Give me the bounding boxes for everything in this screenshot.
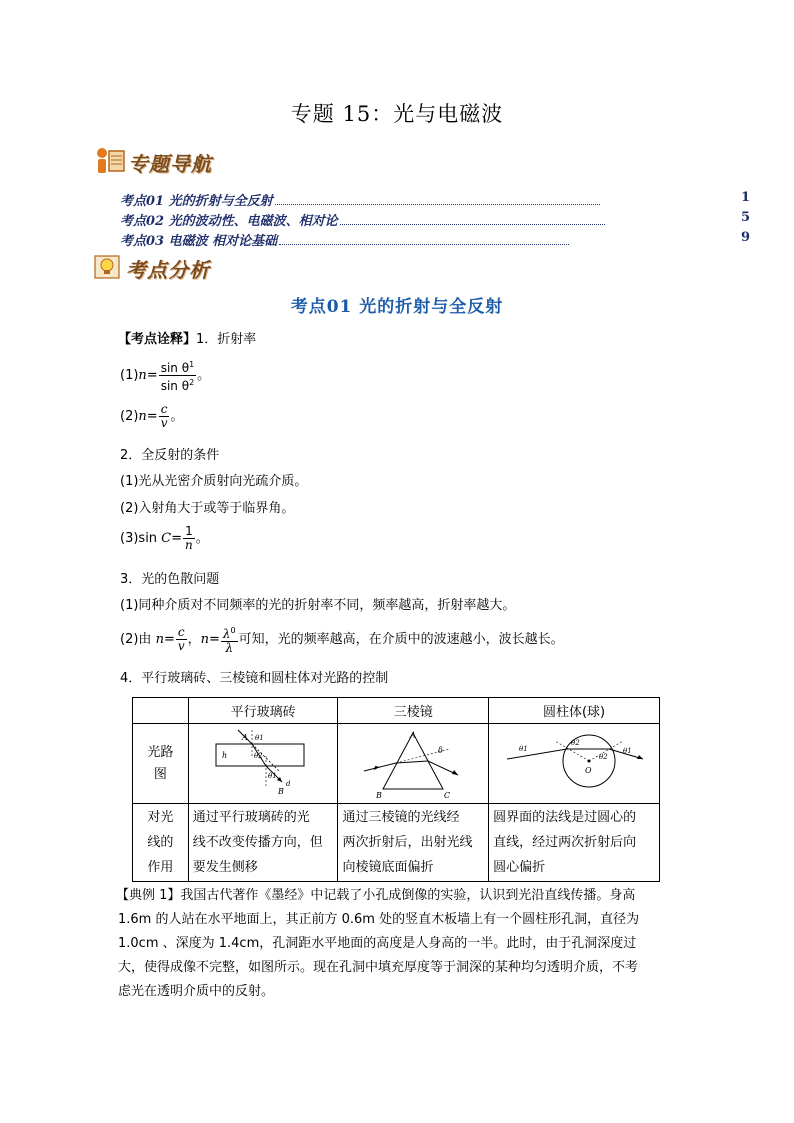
formula-eq: = xyxy=(146,409,158,424)
denominator: v xyxy=(160,416,168,430)
toc-label: 考点02 光的波动性、电磁波、相对论 xyxy=(120,214,338,229)
toc-leader xyxy=(279,234,569,245)
formula-var: C xyxy=(161,531,172,546)
row-label-line: 作用 xyxy=(147,860,174,875)
formula-var: n xyxy=(200,632,210,647)
prism-diagram xyxy=(358,727,468,801)
formula-prefix: (3)sin xyxy=(120,531,162,546)
formula-eq: = xyxy=(209,632,220,647)
toc-page-number: 5 xyxy=(740,210,750,225)
toc-leader xyxy=(340,214,605,225)
item3-line-1: (1)同种介质对不同频率的光的折射率不同，频率越高，折射率越大。 xyxy=(120,598,516,613)
table-row xyxy=(133,724,660,804)
section-heading: 考点01 光的折射与全反射 xyxy=(290,297,504,317)
table-header-cell: 平行玻璃砖 xyxy=(188,698,338,724)
formula-end: 。 xyxy=(197,368,211,383)
formula-eq: = xyxy=(146,368,158,383)
diagram-label: θ2 xyxy=(571,738,580,747)
diagram-label: θ1 xyxy=(268,771,277,780)
item1-title: 1．折射率 xyxy=(196,332,257,347)
example-line-3: 1.0cm 、深度为 1.4cm，孔洞距水平地面的高度是人身高的一半。此时，由于孔洞深度过 xyxy=(118,936,637,951)
fraction xyxy=(159,403,170,430)
numerator: c xyxy=(176,626,187,640)
item3-line-2 xyxy=(120,624,564,655)
diagram-label: θ2 xyxy=(254,751,263,760)
toc-label: 考点03 电磁波 相对论基础 xyxy=(120,234,278,249)
cell-line: 圆界面的法线是过圆心的 xyxy=(493,810,637,825)
table-cell xyxy=(338,804,489,882)
text: 可知，光的频率越高，在介质中的波速越小，波长越长。 xyxy=(238,632,564,647)
text: ， xyxy=(187,632,201,647)
formula-3 xyxy=(120,525,209,552)
cell-line: 两次折射后，出射光线 xyxy=(342,835,473,850)
intro-tag: 【考点诠释】 xyxy=(118,332,197,347)
toc-label: 考点01 光的折射与全反射 xyxy=(120,194,273,209)
nav-banner-label: 专题导航 xyxy=(128,152,212,176)
formula-1 xyxy=(120,358,210,393)
table-header-cell: 三棱镜 xyxy=(338,698,489,724)
intro-line xyxy=(118,331,256,349)
fraction xyxy=(159,358,196,393)
toc-row-2[interactable] xyxy=(120,210,750,228)
diagram-label: θ1 xyxy=(519,744,528,753)
diagram-label: d xyxy=(286,779,291,788)
cell-line: 要发生侧移 xyxy=(192,860,258,875)
diagram-label: B xyxy=(376,790,383,800)
numerator-sup: 1 xyxy=(189,360,195,369)
item2-line-2: (2)入射角大于或等于临界角。 xyxy=(120,501,295,516)
page-title: 专题 15：光与电磁波 xyxy=(290,102,504,126)
fraction xyxy=(221,624,238,655)
denominator-sup: 2 xyxy=(189,378,195,387)
toc-row-1[interactable] xyxy=(120,190,750,208)
table-row xyxy=(133,804,660,882)
formula-eq: = xyxy=(171,531,183,546)
guide-person-icon xyxy=(92,146,126,176)
formula-eq: = xyxy=(163,632,175,647)
slab-diagram-cell xyxy=(188,724,338,804)
denominator: λ xyxy=(225,641,234,655)
diagram-label: h xyxy=(222,750,228,760)
row-label-line: 图 xyxy=(153,766,167,782)
row-label-line: 对光 xyxy=(147,810,174,825)
diagram-label: θ1 xyxy=(255,733,264,742)
table-cell xyxy=(188,804,338,882)
example-line-2: 1.6m 的人站在水平地面上，其正前方 0.6m 处的竖直木板墙上有一个圆柱形孔洞，直径为 xyxy=(118,912,640,927)
glass-slab-diagram xyxy=(208,728,318,800)
formula-prefix: (1) xyxy=(120,368,139,383)
formula-end: 。 xyxy=(170,409,184,424)
table-header-row xyxy=(133,698,660,724)
numerator: λ xyxy=(222,627,231,641)
fraction xyxy=(176,626,187,653)
table-cell xyxy=(489,804,660,882)
formula-var: n xyxy=(155,632,164,647)
diagram-label: B xyxy=(278,786,284,796)
table-header-cell: 圆柱体(球) xyxy=(489,698,660,724)
cell-line: 通过三棱镜的光线经 xyxy=(342,810,460,825)
row-label xyxy=(133,724,189,804)
cell-line: 线不改变传播方向，但 xyxy=(192,835,323,850)
formula-var: n xyxy=(138,368,147,383)
cylinder-diagram xyxy=(499,729,649,799)
example-line-1: 【典例 1】我国古代著作《墨经》中记载了小孔成倒像的实验，认识到光沿直线传播。身高 xyxy=(116,888,636,903)
toc-page-number: 1 xyxy=(740,190,750,205)
diagram-label: θ2 xyxy=(599,752,608,761)
analysis-banner xyxy=(92,252,232,282)
item2-title: 2．全反射的条件 xyxy=(120,448,220,463)
cell-line: 直线，经过两次折射后向 xyxy=(493,835,637,850)
item3-title: 3．光的色散问题 xyxy=(120,572,220,587)
toc-row-3[interactable] xyxy=(120,230,750,248)
denominator: sin θ xyxy=(160,379,190,393)
toc-page-number: 9 xyxy=(740,230,750,245)
numerator: c xyxy=(159,403,170,417)
cell-line: 向棱镜底面偏折 xyxy=(342,860,434,875)
optics-table xyxy=(132,697,660,882)
formula-prefix: (2) xyxy=(120,409,139,424)
denominator: n xyxy=(185,538,193,552)
denominator: v xyxy=(177,639,185,653)
diagram-label: δ xyxy=(438,745,444,755)
numerator: sin θ xyxy=(160,361,190,375)
fraction xyxy=(183,525,195,552)
numerator-sup: 0 xyxy=(230,626,236,635)
diagram-label: A xyxy=(242,732,248,742)
item4-title: 4．平行玻璃砖、三棱镜和圆柱体对光路的控制 xyxy=(120,671,389,686)
cylinder-diagram-cell xyxy=(489,724,660,804)
nav-banner xyxy=(92,146,232,176)
formula-2 xyxy=(120,403,184,430)
diagram-label: θ1 xyxy=(623,746,632,755)
item2-line-1: (1)光从光密介质射向光疏介质。 xyxy=(120,474,308,489)
text: (2)由 xyxy=(120,632,156,647)
row-label xyxy=(133,804,189,882)
formula-var: n xyxy=(138,409,147,424)
cell-line: 通过平行玻璃砖的光 xyxy=(192,810,310,825)
row-label-line: 光路 xyxy=(147,744,174,760)
formula-end: 。 xyxy=(195,531,209,546)
row-label-line: 线的 xyxy=(147,835,174,850)
lightbulb-icon xyxy=(92,252,122,282)
example-line-5: 虑光在透明介质中的反射。 xyxy=(118,984,275,999)
diagram-label: O xyxy=(585,765,592,775)
diagram-label: C xyxy=(444,790,451,800)
table-header-cell xyxy=(133,698,189,724)
analysis-banner-label: 考点分析 xyxy=(126,258,210,282)
example-line-4: 大，使得成像不完整，如图所示。现在孔洞中填充厚度等于洞深的某种均匀透明介质，不考 xyxy=(118,960,639,975)
cell-line: 圆心偏折 xyxy=(493,860,546,875)
toc-leader xyxy=(275,194,600,205)
prism-diagram-cell xyxy=(338,724,489,804)
numerator: 1 xyxy=(183,525,195,539)
diagram-label: A xyxy=(410,730,417,740)
